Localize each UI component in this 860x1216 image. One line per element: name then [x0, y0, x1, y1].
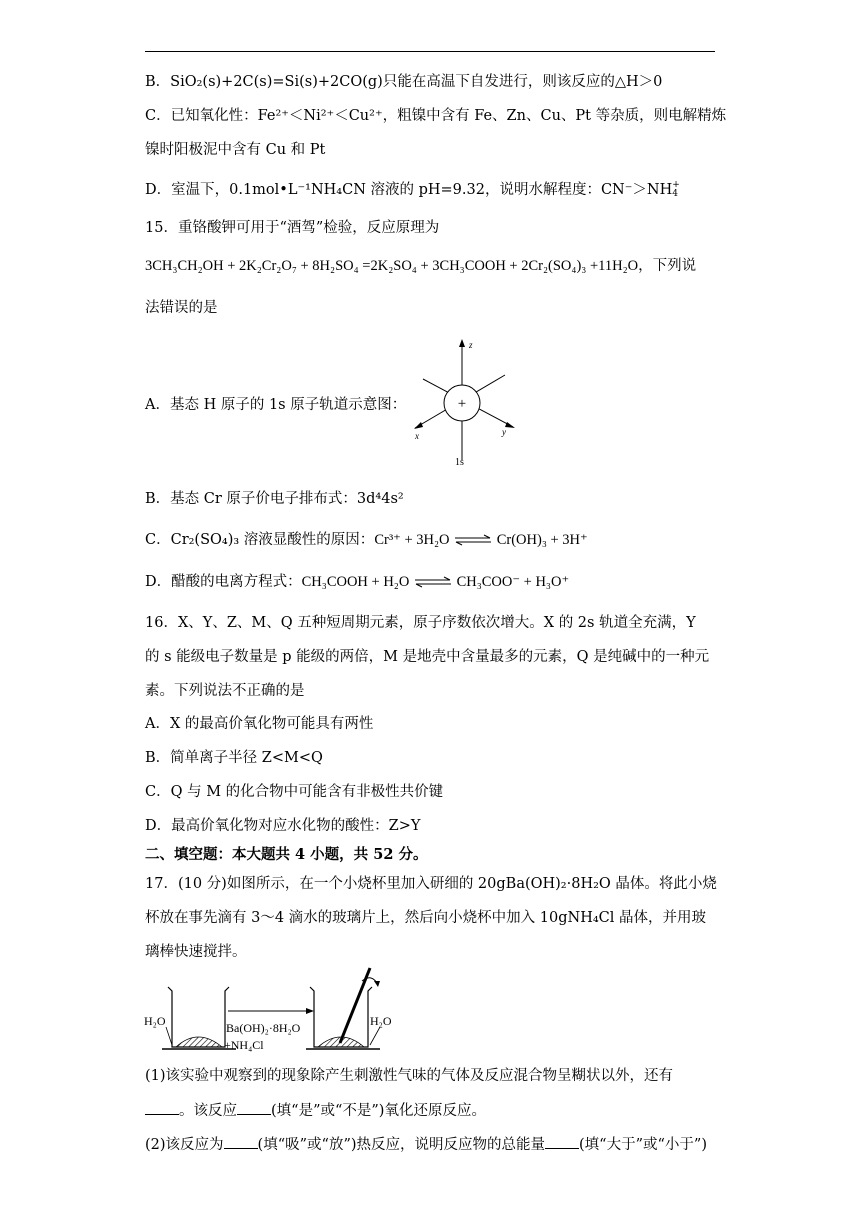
q15-option-c-text: C．Cr₂(SO₄)₃ 溶液显酸性的原因：: [145, 532, 375, 548]
q16-option-d: D．最高价氧化物对应水化物的酸性：Z>Y: [145, 818, 421, 834]
z-label: z: [469, 340, 473, 350]
q17-part1-line2: [145, 1100, 486, 1121]
q15-equation-line: [145, 256, 696, 276]
equilibrium-arrow-icon: [454, 534, 492, 546]
q15-option-d: [145, 572, 569, 592]
q15-option-a: A．基态 H 原子的 1s 原子轨道示意图：: [145, 397, 407, 413]
reagent-label-1: Ba(OH)₂·8H₂O: [226, 1021, 301, 1035]
q15-equation: 3CH₃CH₂OH + 2K₂Cr₂O₇ + 8H₂SO₄ =2K₂SO₄ + 3CH₃COOH + 2Cr₂(SO₄)₃ +11H₂O: [145, 258, 639, 274]
answer-blank[interactable]: [224, 1134, 258, 1149]
q15-equation-tail: ，下列说: [638, 258, 697, 274]
stir-arrow-head: [374, 981, 380, 987]
q15-option-c-left: Cr³⁺ + 3H₂O: [374, 532, 450, 548]
h2o-label-left: H₂O: [144, 1014, 166, 1028]
header-rule: [145, 51, 715, 52]
q15-option-d-left: CH₃COOH + H₂O: [301, 574, 410, 590]
q17-part2-text-b: (填“吸”或“放”)热反应，说明反应物的总能量: [257, 1137, 546, 1153]
q17-part2-text-c: (填“大于”或“小于”): [579, 1137, 707, 1153]
q17-part1-line1: (1)该实验中观察到的现象除产生刺激性气味的气体及反应混合物呈糊状以外，还有: [145, 1068, 674, 1084]
section-2-heading: 二、填空题：本大题共 4 小题，共 52 分。: [145, 846, 428, 863]
q14-option-c-line2: 镍时阳极泥中含有 Cu 和 Pt: [145, 142, 326, 158]
x-axis-arrow: [414, 422, 423, 429]
equilibrium-arrow-icon: [414, 576, 452, 588]
q15-stem: 15．重铬酸钾可用于“酒驾”检验，反应原理为: [145, 220, 440, 236]
q16-option-a: A．X 的最高价氧化物可能具有两性: [145, 716, 374, 732]
reagent-label-2: +NH₄Cl: [224, 1038, 264, 1052]
q17-stem-line2: 杯放在事先滴有 3～4 滴水的玻璃片上，然后向小烧杯中加入 10gNH₄Cl 晶体，并用玻: [145, 910, 706, 926]
q16-option-b: B．简单离子半径 Z<M<Q: [145, 750, 323, 766]
x-label: x: [415, 431, 419, 441]
q15-option-c-right: Cr(OH)₃ + 3H⁺: [496, 532, 588, 548]
q17-part1-text-a: 。该反应: [179, 1103, 237, 1119]
q15-stem-end: 法错误的是: [145, 300, 218, 316]
orbital-1s-label: 1s: [455, 457, 464, 468]
q17-stem-line3: 璃棒快速搅拌。: [145, 944, 247, 960]
q15-option-b: B．基态 Cr 原子价电子排布式：3d⁴4s²: [145, 491, 404, 507]
answer-blank[interactable]: [237, 1100, 271, 1115]
q16-stem-line3: 素。下列说法不正确的是: [145, 683, 305, 699]
nh4-charge: [672, 181, 680, 199]
h2o-pointer-right: [370, 1027, 380, 1045]
q14-option-d-text: D．室温下，0.1mol•L⁻¹NH₄CN 溶液的 pH=9.32，说明水解程度：CN⁻＞NH: [145, 182, 673, 198]
q15-option-d-text: D．醋酸的电离方程式：: [145, 574, 302, 590]
q16-stem-line2: 的 s 能级电子数量是 p 能级的两倍，M 是地壳中含量最多的元素，Q 是纯碱中的一种元: [145, 649, 710, 665]
y-axis-arrow: [505, 422, 515, 428]
q17-part2-line1: [145, 1134, 707, 1155]
q17-part1-text-b: (填“是”或“不是”)氧化还原反应。: [271, 1103, 486, 1119]
q14-option-b: B．SiO₂(s)+2C(s)=Si(s)+2CO(g)只能在高温下自发进行，则该反应的△H＞0: [145, 74, 663, 90]
answer-blank[interactable]: [545, 1134, 579, 1149]
beaker-experiment-figure: [140, 965, 410, 1060]
y-label: y: [502, 427, 506, 437]
q17-stem-line1: 17．(10 分)如图所示，在一个小烧杯里加入研细的 20gBa(OH)₂·8H₂O 晶体。将此小烧: [145, 876, 717, 892]
nh4-superscript: +: [672, 180, 680, 190]
answer-blank[interactable]: [145, 1100, 179, 1115]
right-beaker: [306, 968, 380, 1049]
orbital-1s-diagram: [405, 335, 525, 470]
orbital-plus-sign: +: [457, 396, 467, 412]
q14-option-d: [145, 180, 680, 200]
q15-option-c: [145, 530, 588, 550]
q17-part2-text-a: (2)该反应为: [145, 1137, 224, 1153]
q15-option-d-right: CH₃COO⁻ + H₃O⁺: [456, 574, 570, 590]
q16-stem-line1: 16．X、Y、Z、M、Q 五种短周期元素，原子序数依次增大。X 的 2s 轨道全充满，Y: [145, 615, 696, 631]
process-arrow-head: [306, 1008, 314, 1014]
h2o-label-right: H₂O: [370, 1014, 392, 1028]
q16-option-c: C．Q 与 M 的化合物中可能含有非极性共价键: [145, 784, 444, 800]
h2o-pointer-left: [166, 1027, 172, 1045]
nh4-subscript: 4: [672, 189, 678, 199]
q14-option-c-line1: C．已知氧化性：Fe²⁺＜Ni²⁺＜Cu²⁺，粗镍中含有 Fe、Zn、Cu、Pt 等杂质，则电解精炼: [145, 108, 727, 124]
z-axis-arrow: [459, 339, 465, 347]
